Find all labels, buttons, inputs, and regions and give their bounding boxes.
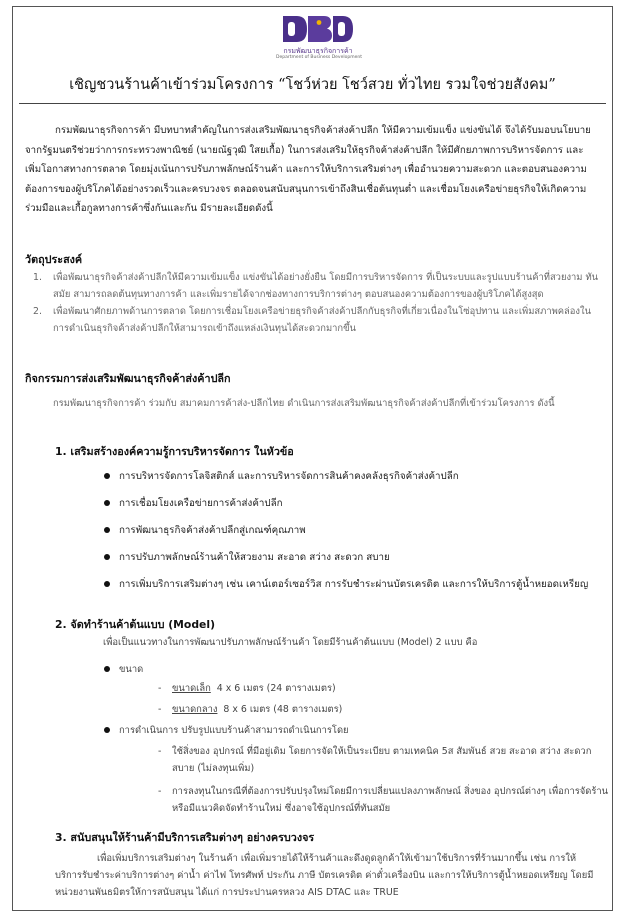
impl-item	[158, 743, 613, 777]
title-divider	[19, 103, 606, 104]
activities-heading: กิจกรรมการส่งเสริมพัฒนาธุรกิจค้าส่งค้าปลีก	[25, 372, 231, 385]
impl-label: การดำเนินการ ปรับรูปแบบร้านค้าสามารถดำเนินการโดย	[103, 722, 603, 739]
section2-size-bullet	[103, 661, 603, 678]
size-small	[158, 680, 572, 697]
objective-text: เพื่อพัฒนาศักยภาพด้านการตลาด โดยการเชื่อมโยงเครือข่ายธุรกิจค้าส่งค้าปลีกกับธุรกิจที่เกี่ยวเนื่องในโซ่อุปทาน และเพิ่มสภาพคล่องในการดำเนินธุรกิจค้าส่งค้าปลีกให้สามารถเข้าถึงแหล่งเงินทุนได้สะดวกมากขึ้น	[53, 306, 591, 334]
section2-heading: 2. จัดทำร้านค้าต้นแบบ (Model)	[55, 618, 216, 631]
impl-text: การลงทุนในกรณีที่ต้องการปรับปรุงใหม่โดยมีการเปลี่ยนแปลงภาพลักษณ์ สิ่งของ อุปกรณ์ต่างๆ เพื่อการจัดร้าน หรือมีแนวคิดจัดทำร้านใหม่ ซึ่งอาจใช้อุปกรณ์ที่ทันสมัย	[172, 786, 609, 814]
impl-item	[158, 783, 613, 817]
dbd-logo	[276, 12, 360, 60]
section3-heading: 3. สนับสนุนให้ร้านค้ามีบริการเสริมต่างๆ อย่างครบวงจร	[55, 831, 315, 844]
page-title: เชิญชวนร้านค้าเข้าร่วมโครงการ “โชว์ห่วย โชว์สวย ทั่วไทย รวมใจช่วยสังคม”	[69, 77, 556, 93]
size-name: ขนาดเล็ก	[172, 683, 211, 694]
objective-text: เพื่อพัฒนาธุรกิจค้าส่งค้าปลีกให้มีความเข้มแข็ง แข่งขันได้อย่างยั่งยืน โดยมีการบริหารจัดการ ที่เป็นระบบและรูปแบบร้านค้าที่สวยงาม ทันสมัย สามารถลดต้นทุนทางการค้า และเพิ่มรายได้จากช่องทางการบริการต่างๆ ตอบสนองความต้องการของผู้บริโภคได้สูงสุด	[53, 272, 599, 300]
dash-marker: -	[158, 683, 162, 694]
section1-heading: 1. เสริมสร้างองค์ความรู้การบริหารจัดการ ในหัวข้อ	[55, 445, 294, 458]
section1-bullets	[103, 468, 603, 593]
impl-text: ใช้สิ่งของ อุปกรณ์ ที่มีอยู่เดิม โดยการจัดให้เป็นระเบียบ ตามเทคนิค 5ส สัมพันธ์ สวย สะอาด สว่าง สะดวก สบาย (ไม่ลงทุนเพิ่ม)	[172, 746, 592, 774]
section2-impl-bullet	[103, 722, 603, 739]
bullet-item: การเชื่อมโยงเครือข่ายการค้าส่งค้าปลีก	[103, 495, 603, 512]
section2-lead: เพื่อเป็นแนวทางในการพัฒนาปรับภาพลักษณ์ร้านค้า โดยมีร้านค้าต้นแบบ (Model) 2 แบบ คือ	[103, 637, 478, 648]
bullet-item: การปรับภาพลักษณ์ร้านค้าให้สวยงาม สะอาด สว่าง สะดวก สบาย	[103, 549, 603, 566]
activities-lead: กรมพัฒนาธุรกิจการค้า ร่วมกับ สมาคมการค้าส่ง-ปลีกไทย ดำเนินการส่งเสริมพัฒนาธุรกิจค้าส่งค้าปลีกที่เข้าร่วมโครงการ ดังนี้	[53, 398, 555, 409]
section3-text: เพื่อเพิ่มบริการเสริมต่างๆ ในร้านค้า เพื่อเพิ่มรายได้ให้ร้านค้าและดึงดูดลูกค้าให้เข้ามาใช้บริการที่ร้านมากขึ้น เช่น การให้บริการรับชำระค่าบริการต่างๆ ค่าน้ำ ค่าไฟ โทรศัพท์ ประกัน ภาษี บัตรเครดิต ค่าตั๋วเครื่องบิน และการให้บริการตู้น้ำหยอดเหรียญ โดยมีหน่วยงานพันธมิตรให้การสนับสนุน ได้แก่ การประปานครหลวง AIS DTAC และ TRUE	[55, 853, 594, 898]
logo-name: กรมพัฒนาธุรกิจการค้า	[283, 47, 353, 55]
size-medium	[158, 701, 572, 718]
dbd-logo-icon	[281, 12, 355, 46]
objective-item	[33, 304, 603, 337]
dash-marker: -	[158, 704, 162, 715]
size-name: ขนาดกลาง	[172, 704, 218, 715]
size-label: ขนาด	[103, 661, 603, 678]
intro-paragraph: กรมพัฒนาธุรกิจการค้า มีบทบาทสำคัญในการส่งเสริมพัฒนาธุรกิจค้าส่งค้าปลีก ให้มีความเข้มแข็ง แข่งขันได้ จึงได้รับมอบนโยบายจากรัฐมนตรีช่วยว่าการกระทรวงพาณิชย์ (นายณัฐวุฒิ ใสยเกื้อ) ในการส่งเสริมให้ธุรกิจค้าส่งค้าปลีก ให้มีศักยภาพการบริหารจัดการ และเพิ่มโอกาสทางการตลาด โดยมุ่งเน้นการปรับภาพลักษณ์ร้านค้า และการให้บริการเสริมต่างๆ เพื่ออำนวยความสะดวก และตอบสนองความต้องการของผู้บริโภคได้อย่างรวดเร็วและครบวงจร ตลอดจนสนับสนุนการเข้าถึงสินเชื่อต้นทุนต่ำ และเชื่อมโยงเครือข่ายธุรกิจให้เกิดความร่วมมือและเกื้อกูลทางการค้าซึ่งกันและกัน มีรายละเอียดดังนี้	[25, 125, 591, 215]
objective-number: 1.	[33, 272, 42, 283]
logo-subtitle: Department of Business Development	[276, 55, 362, 60]
dash-marker: -	[158, 746, 162, 757]
size-dims: 4 x 6 เมตร (24 ตารางเมตร)	[216, 683, 336, 694]
bullet-item: การบริหารจัดการโลจิสติกส์ และการบริหารจัดการสินค้าคงคลังธุรกิจค้าส่งค้าปลีก	[103, 468, 603, 485]
objectives-list	[33, 270, 603, 337]
dash-marker: -	[158, 786, 162, 797]
size-dims: 8 x 6 เมตร (48 ตารางเมตร)	[223, 704, 343, 715]
objective-item	[33, 270, 603, 303]
objectives-heading: วัตถุประสงค์	[25, 253, 83, 266]
document-page	[12, 6, 613, 911]
bullet-item: การเพิ่มบริการเสริมต่างๆ เช่น เคาน์เตอร์เซอร์วิส การรับชำระผ่านบัตรเครดิต และการให้บริการตู้น้ำหยอดเหรียญ	[103, 576, 603, 593]
bullet-item: การพัฒนาธุรกิจค้าส่งค้าปลีกสู่เกณฑ์คุณภาพ	[103, 522, 603, 539]
objective-number: 2.	[33, 306, 42, 317]
